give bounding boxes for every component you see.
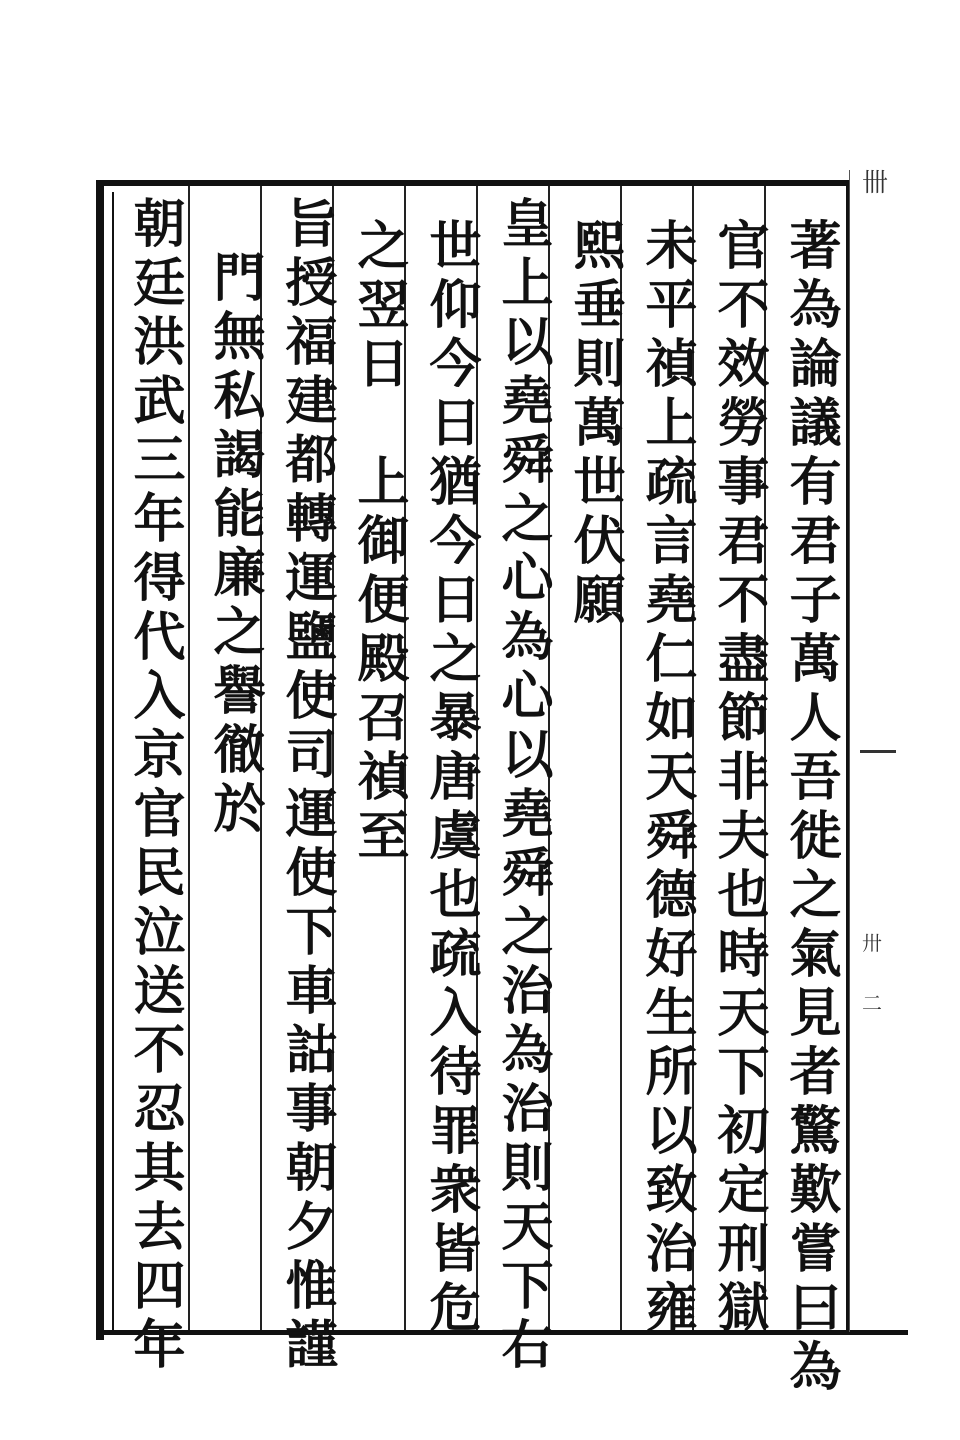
text-column-7: 之翌日 上御便殿召禎至 [348, 218, 409, 867]
margin-mark-lower-2: 二 [862, 991, 882, 1015]
text-column-3: 未平禎上疏言堯仁如天舜德好生所以致治雍 [636, 218, 697, 1339]
text-column-9: 門無私謁能廉之譽徹於 [204, 250, 265, 840]
margin-mark-lower-1: 卅 [862, 931, 882, 955]
text-column-5: 皇上以堯舜之心為心以堯舜之治為治則天下右 [492, 196, 553, 1376]
text-column-6: 世仰今日猶今日之暴唐虞也疏入待罪衆皆危 [420, 218, 481, 1339]
frame-left-inner-border [112, 192, 114, 1332]
page-margin-strip [849, 170, 910, 1332]
frame-left-border [96, 180, 104, 1340]
text-column-4: 熙垂則萬世伏願 [564, 218, 625, 631]
fishtail-mark [860, 750, 896, 753]
text-column-8: 旨授福建都轉運鹽使司運使下車詁事朝夕惟謹 [276, 196, 337, 1376]
text-column-1: 著為論議有君子萬人吾徙之氣見者驚歎嘗曰為 [780, 218, 841, 1398]
text-column-2: 官不效勞事君不盡節非夫也時天下初定刑獄 [708, 218, 769, 1339]
text-column-10: 朝廷洪武三年得代入京官民泣送不忍其去四年 [124, 196, 185, 1376]
frame-top-border [96, 180, 848, 186]
margin-mark-top: 卌 [862, 168, 889, 198]
column-rule [188, 186, 190, 1330]
